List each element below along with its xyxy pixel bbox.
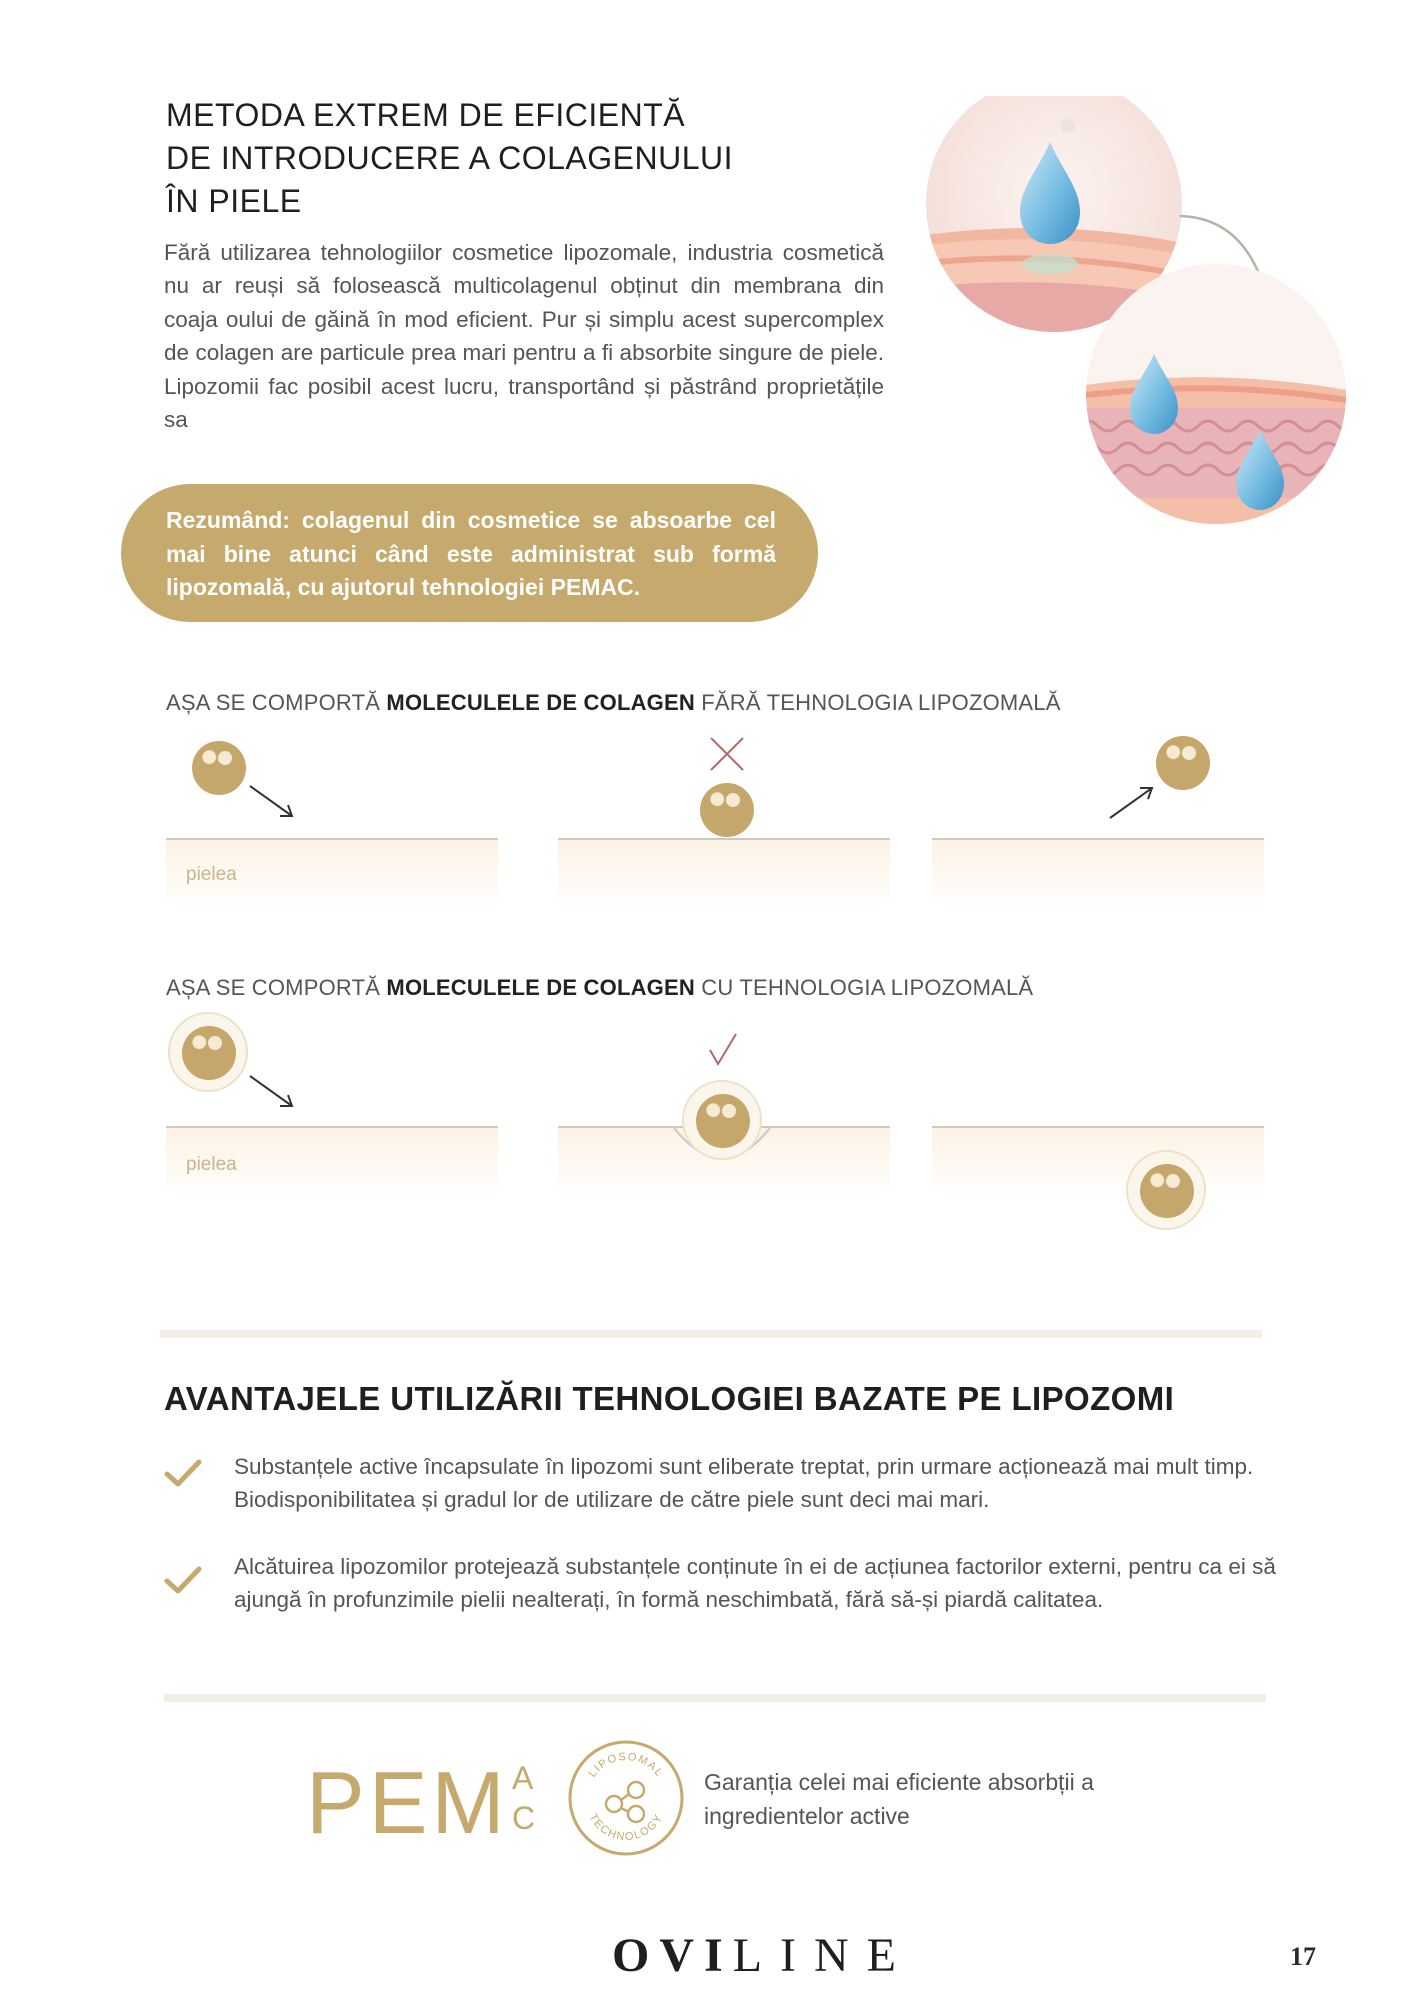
heading-bold: MOLECULELE DE COLAGEN	[386, 975, 695, 1000]
collagen-molecule-icon	[1156, 736, 1210, 790]
brand-thin: LINE	[732, 1929, 914, 1982]
heading-bold: MOLECULELE DE COLAGEN	[386, 690, 695, 715]
logo-c: C	[512, 1800, 536, 1836]
title-line-3: ÎN PIELE	[166, 183, 302, 219]
advantage-item-2: Alcătuirea lipozomilor protejează substanțele conținute în ei de acțiunea factorilor externi, pentru ca ei să ajungă în profunzimile pielii nealterați, în formă neschimbată, fără să-și piardă calitatea.	[234, 1554, 1276, 1613]
heading-prefix: AȘA SE COMPORTĂ	[166, 690, 387, 715]
skin-label: pielea	[186, 1154, 237, 1175]
check-icon	[164, 1458, 202, 1488]
liposomal-technology-badge	[566, 1738, 686, 1858]
summary-box: Rezumând: colagenul din cosmetice se absoarbe cel mai bine atunci când este administrat sub formă lipozomală, cu ajutorul tehnologiei PEMAC.	[121, 484, 818, 622]
advantage-item-1: Substanțele active încapsulate în lipozomi sunt eliberate treptat, prin urmare acționează mai mult timp. Biodisponibilitatea și gradul lor de utilizare de către piele sunt deci mai mari.	[234, 1454, 1254, 1513]
svg-text:LIPOSOMAL	[586, 1751, 665, 1780]
page-title	[166, 94, 886, 223]
title-line-2: DE INTRODUCERE A COLAGENULUI	[166, 140, 733, 176]
skin-panel	[558, 838, 890, 908]
section-divider	[164, 1694, 1266, 1702]
arrow-up-right-icon	[1106, 782, 1158, 822]
check-icon	[164, 1565, 202, 1595]
collagen-molecule-icon	[696, 1094, 750, 1148]
pemac-logo	[306, 1752, 509, 1854]
skin-panel	[166, 838, 498, 908]
collagen-molecule-icon	[1140, 1164, 1194, 1218]
collagen-molecule-icon	[192, 741, 246, 795]
collagen-molecule-icon	[700, 783, 754, 837]
diagram-without-heading	[166, 690, 1061, 716]
intro-paragraph: Fără utilizarea tehnologiilor cosmetice lipozomale, industria cosmetică nu ar reuși să folosească multicolagenul obținut din membrana din coaja oului de găină în mod eficient. Pur și simplu acest supercomplex de colagen are particule prea mari pentru a fi absorbite singure de piele. Lipozomii fac posibil acest lucru, transportând și păstrând proprietățile sa	[164, 240, 884, 433]
heading-suffix: CU TEHNOLOGIA LIPOZOMALĂ	[694, 975, 1034, 1000]
brand-bold: OVI	[612, 1929, 733, 1982]
liposome-skin-illustration	[918, 96, 1358, 536]
arrow-down-right-icon	[246, 1072, 298, 1112]
logo-a: A	[512, 1760, 534, 1796]
cross-icon	[707, 734, 747, 774]
guarantee-text: Garanția celei mai eficiente absorbții a ingredientelor active	[704, 1769, 1094, 1829]
molecule-icon	[606, 1782, 644, 1822]
heading-suffix: FĂRĂ TEHNOLOGIA LIPOZOMALĂ	[694, 690, 1061, 715]
collagen-molecule-icon	[182, 1026, 236, 1080]
diagram-with-heading	[166, 975, 1033, 1001]
skin-panel	[932, 838, 1264, 908]
badge-top-text: LIPOSOMAL	[586, 1750, 666, 1780]
logo-pem: PEM	[306, 1753, 509, 1852]
badge-bottom-text: TECHNOLOGY	[586, 1811, 666, 1844]
section-divider	[160, 1330, 1262, 1338]
checkmark-icon	[706, 1030, 742, 1070]
page-number: 17	[1290, 1942, 1316, 1971]
heading-prefix: AȘA SE COMPORTĂ	[166, 975, 387, 1000]
title-line-1: METODA EXTREM DE EFICIENTĂ	[166, 97, 686, 133]
advantages-title: AVANTAJELE UTILIZĂRII TEHNOLOGIEI BAZATE PE LIPOZOMI	[164, 1380, 1175, 1417]
arrow-down-right-icon	[246, 782, 298, 822]
skin-panel	[166, 1126, 498, 1196]
skin-panel	[932, 1126, 1264, 1196]
svg-text:TECHNOLOGY	[587, 1812, 666, 1843]
skin-label: pielea	[186, 864, 237, 885]
oviline-logo	[612, 1928, 914, 1983]
